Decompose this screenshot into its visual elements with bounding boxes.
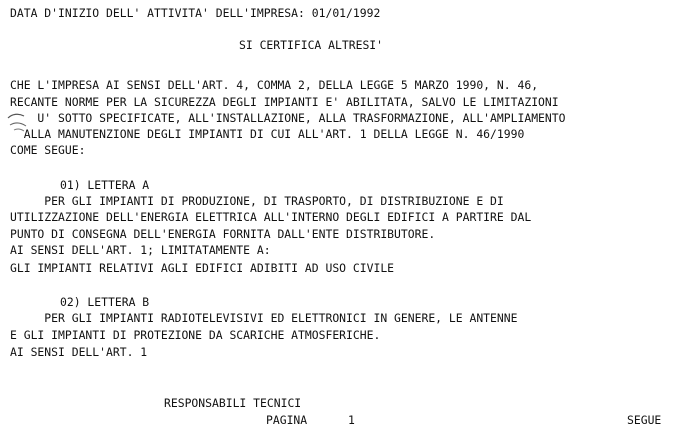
continues-label: SEGUE [627,413,662,427]
letter-a-line-5: GLI IMPIANTI RELATIVI AGLI EDIFICI ADIBITI AD USO CIVILE [10,261,395,275]
letter-b-title: 02) LETTERA B [60,295,150,309]
letter-a-line-4: AI SENSI DELL'ART. 1; LIMITATAMENTE A: [10,243,271,257]
letter-a-line-1: PER GLI IMPIANTI DI PRODUZIONE, DI TRASPORTO, DI DISTRIBUZIONE E DI [10,194,504,208]
certification-line-4: ALLA MANUTENZIONE DEGLI IMPIANTI DI CUI ALL'ART. 1 DELLA LEGGE N. 46/1990 [10,127,525,141]
letter-a-title: 01) LETTERA A [60,178,150,192]
certification-line-5: COME SEGUE: [10,143,86,157]
certification-line-3: U' SOTTO SPECIFICATE, ALL'INSTALLAZIONE, ALLA TRASFORMAZIONE, ALL'AMPLIAMENTO [10,111,566,125]
certification-line-1: CHE L'IMPRESA AI SENSI DELL'ART. 4, COMMA 2, DELLA LEGGE 5 MARZO 1990, N. 46, [10,78,539,92]
certification-line-2: RECANTE NORME PER LA SICUREZZA DEGLI IMPIANTI E' ABILITATA, SALVO LE LIMITAZIONI [10,95,559,109]
letter-a-line-3: PUNTO DI CONSEGNA DELL'ENERGIA FORNITA DALL'ENTE DISTRIBUTORE. [10,227,436,241]
letter-b-line-1: PER GLI IMPIANTI RADIOTELEVISIVI ED ELETTRONICI IN GENERE, LE ANTENNE [10,311,518,325]
certification-heading: SI CERTIFICA ALTRESI' [239,38,384,52]
punch-hole-mark-icon [6,110,32,134]
page-label: PAGINA [266,413,308,427]
responsabili-tecnici: RESPONSABILI TECNICI [164,396,302,410]
letter-a-line-2: UTILIZZAZIONE DELL'ENERGIA ELETTRICA ALL'INTERNO DEGLI EDIFICI A PARTIRE DAL [10,210,532,224]
letter-b-line-2: E GLI IMPIANTI DI PROTEZIONE DA SCARICHE ATMOSFERICHE. [10,328,381,342]
start-date-line: DATA D'INIZIO DELL' ATTIVITA' DELL'IMPRESA: 01/01/1992 [10,6,381,20]
letter-b-line-3: AI SENSI DELL'ART. 1 [10,345,148,359]
page-number: 1 [348,413,355,427]
